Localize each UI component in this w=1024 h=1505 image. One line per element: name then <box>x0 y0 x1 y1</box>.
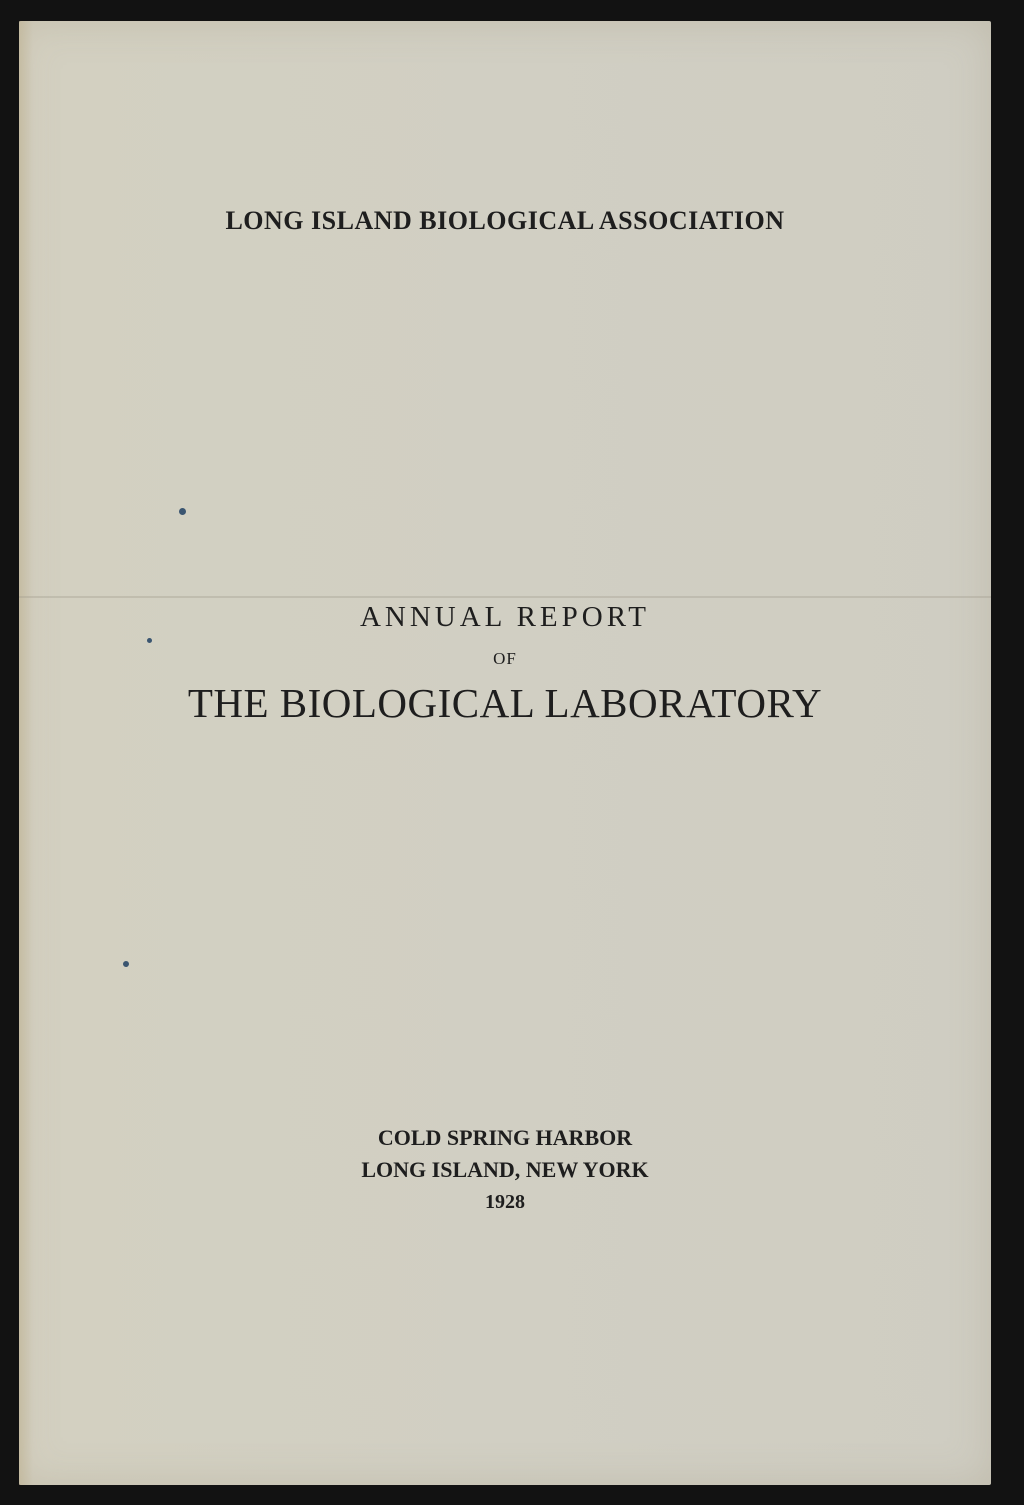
report-title-line: ANNUAL REPORT <box>359 601 651 633</box>
ink-speck <box>123 961 129 967</box>
association-name: LONG ISLAND BIOLOGICAL ASSOCIATION <box>225 206 785 235</box>
publication-year: 1928 <box>485 1191 525 1213</box>
place-line-1: COLD SPRING HARBOR <box>377 1125 633 1150</box>
paper-fold-line <box>19 596 991 598</box>
paper-edge-wear <box>19 21 33 1485</box>
report-cover <box>19 21 991 1485</box>
title-connector: OF <box>493 649 517 668</box>
ink-speck <box>147 638 152 643</box>
ink-speck <box>179 508 186 515</box>
place-line-2: LONG ISLAND, NEW YORK <box>361 1157 649 1182</box>
laboratory-title: THE BIOLOGICAL LABORATORY <box>187 680 823 726</box>
